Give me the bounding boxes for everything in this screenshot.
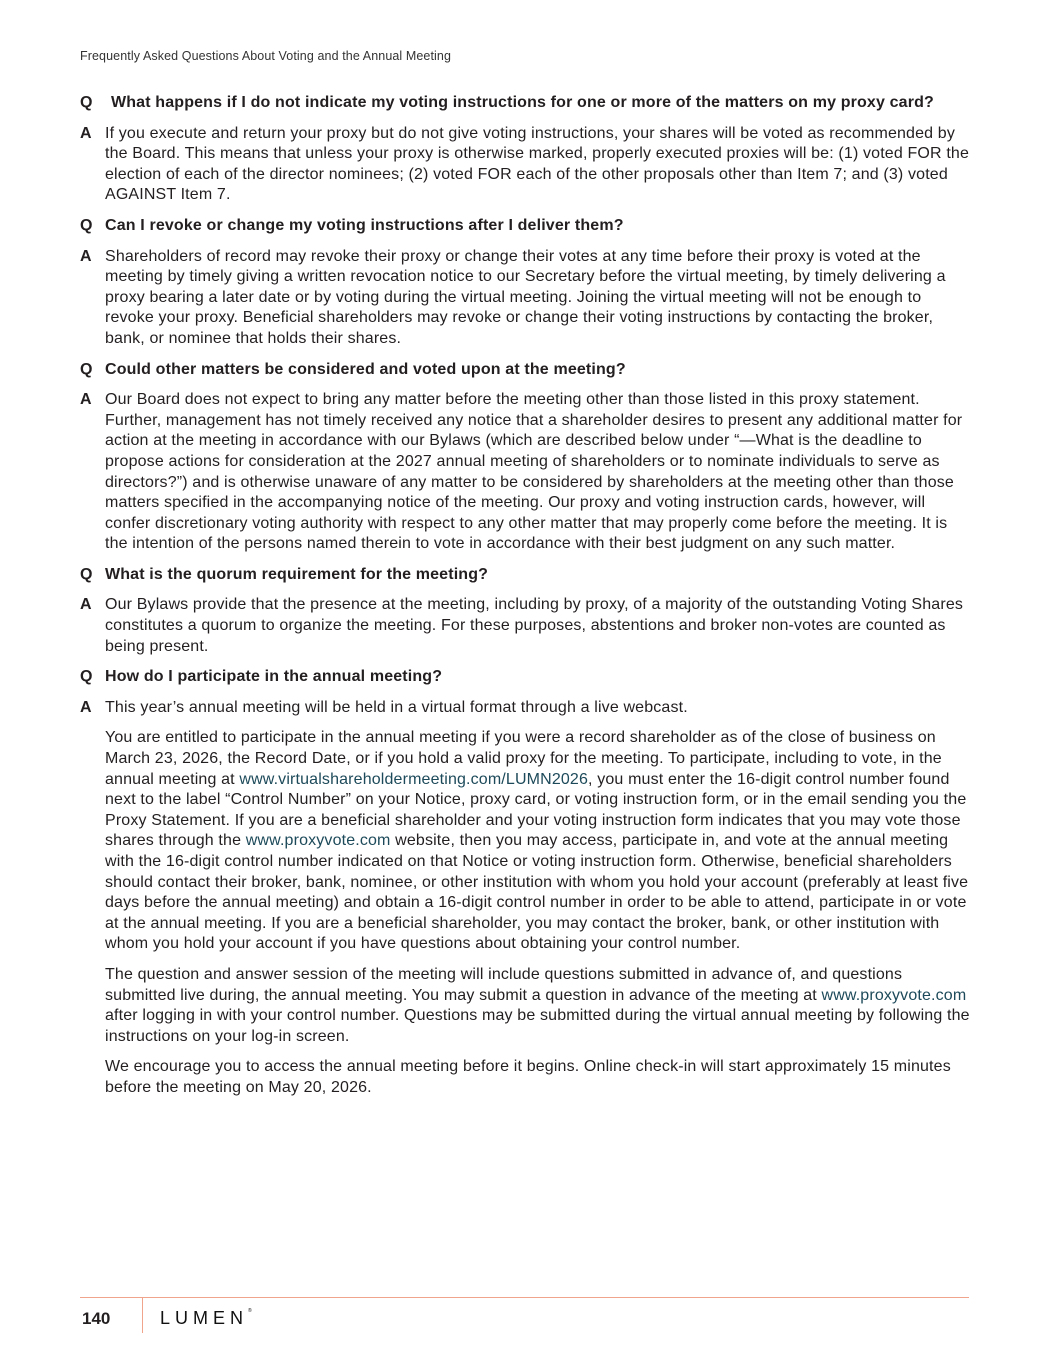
answer-paragraph: We encourage you to access the annual meeting before it begins. Online check-in will start approximately 15 minutes before the meeting on May 20, 2026. [105,1058,951,1096]
question-text: How do I participate in the annual meeting? [105,668,443,686]
answer [80,247,970,350]
question-text: Could other matters be considered and voted upon at the meeting? [105,360,626,378]
question [80,565,970,586]
q-marker: Q [80,216,93,234]
a-marker: A [80,124,92,142]
text: , you must enter the 16-digit control number found next to the label “Control Number” on your Notice, proxy card, or voting instruction form, or in the email sending you the Proxy Statement. If you are a beneficial shareholder and your voting instruction form indicates that you may vote those shares through the [105,770,967,850]
q-marker: Q [80,565,93,583]
virtual-meeting-link[interactable]: www.virtualshareholdermeeting.com/LUMN2026 [239,770,589,788]
question [80,360,970,381]
text: after logging in with your control number. Questions may be submitted during the virtual annual meeting by following the instructions on your log-in screen. [105,1007,970,1045]
answer-text: Our Bylaws provide that the presence at the meeting, including by proxy, of a majority of the outstanding Voting Shares constitutes a quorum to organize the meeting. For these purposes, abstentions and broker non-votes are counted as being present. [105,596,964,655]
answer [80,595,970,657]
a-marker: A [80,247,92,265]
faq-content [80,93,970,1109]
text: You are entitled to participate in the annual meeting if you were a record shareholder as of the close of business on March 23, 2026, the Record Date, or if you hold a valid proxy for the meeting. To participate, including to vote, in the annual meeting at [105,729,942,788]
running-header: Frequently Asked Questions About Voting and the Annual Meeting [80,49,452,63]
a-marker: A [80,391,92,409]
answer-paragraph [105,965,970,1047]
text: website, then you may access, participate in, and vote at the annual meeting with the 16-digit control number indicated on that Notice or voting instruction form. Otherwise, beneficial shareholders should contact their broker, bank, nominee, or other institution with whom you hold your account (preferably at least five days before the annual meeting) and obtain a 16-digit control number in order to be able to attend, participate in or vote at the annual meeting. If you are a beneficial shareholder, you may contact the broker, bank, or other institution with whom you hold your account if you have questions about obtaining your control number. [105,832,969,953]
answer-text: This year’s annual meeting will be held in a virtual format through a live webcast. [105,698,688,716]
question [80,93,970,114]
question [80,216,970,237]
question [80,667,970,688]
answer-text: If you execute and return your proxy but do not give voting instructions, your shares will be voted as recommended by the Board. This means that unless your proxy is otherwise marked, properly executed proxies will be: (1) voted FOR the election of each of the director nominees; (2) voted FOR each of the other proposals other than Item 7; and (3) voted AGAINST Item 7. [105,124,970,204]
q-marker: Q [80,668,93,686]
answer [80,698,970,719]
text: The question and answer session of the meeting will include questions submitted in advance of, and questions submitted live during, the annual meeting. You may submit a question in advance of the meeting at [105,965,903,1004]
question-text: What is the quorum requirement for the meeting? [105,565,489,583]
registered-mark: ® [248,1308,252,1314]
answer-text: Shareholders of record may revoke their proxy or change their votes at any time before their proxy is voted at the meeting by timely giving a written revocation notice to our Secretary before the virtual meeting, by timely delivering a proxy bearing a later date or by voting during the virtual meeting. Joining the virtual meeting will not be enough to revoke your proxy. Beneficial shareholders may revoke or change their voting instructions by contacting the broker, bank, or nominee that holds their shares. [105,247,946,347]
logo-text: LUMEN [160,1308,249,1328]
q-marker: Q [80,360,93,378]
proxyvote-link[interactable]: www.proxyvote.com [821,986,967,1004]
answer [80,390,970,555]
a-marker: A [80,698,92,716]
a-marker: A [80,596,92,614]
answer [80,124,970,206]
page-number: 140 [82,1309,111,1328]
proxyvote-link[interactable]: www.proxyvote.com [245,832,391,850]
lumen-logo [160,1308,252,1329]
footer-separator [142,1297,143,1333]
q-marker: Q [80,94,93,111]
question-text: What happens if I do not indicate my voting instructions for one or more of the matters on my proxy card? [111,94,934,111]
question-text: Can I revoke or change my voting instructions after I deliver them? [105,216,624,234]
answer-paragraph [105,728,970,955]
answer-text: Our Board does not expect to bring any matter before the meeting other than those listed in this proxy statement. Further, management has not timely received any notice that a shareholder desires to present any additional matter for action at the meeting in accordance with our Bylaws (which are described below under “—What is the deadline to propose actions for consideration at the 2027 annual meeting of shareholders or to nominate individuals to serve as directors?”) and is otherwise unaware of any matter to be considered by shareholders at the meeting other than those matters specified in the accompanying notice of the meeting. Our proxy and voting instruction cards, however, will confer discretionary voting authority with respect to any other matter that may properly come before the meeting. It is the intention of the persons named therein to vote in accordance with their best judgment on any such matter. [105,391,963,553]
footer-rule [80,1297,969,1298]
